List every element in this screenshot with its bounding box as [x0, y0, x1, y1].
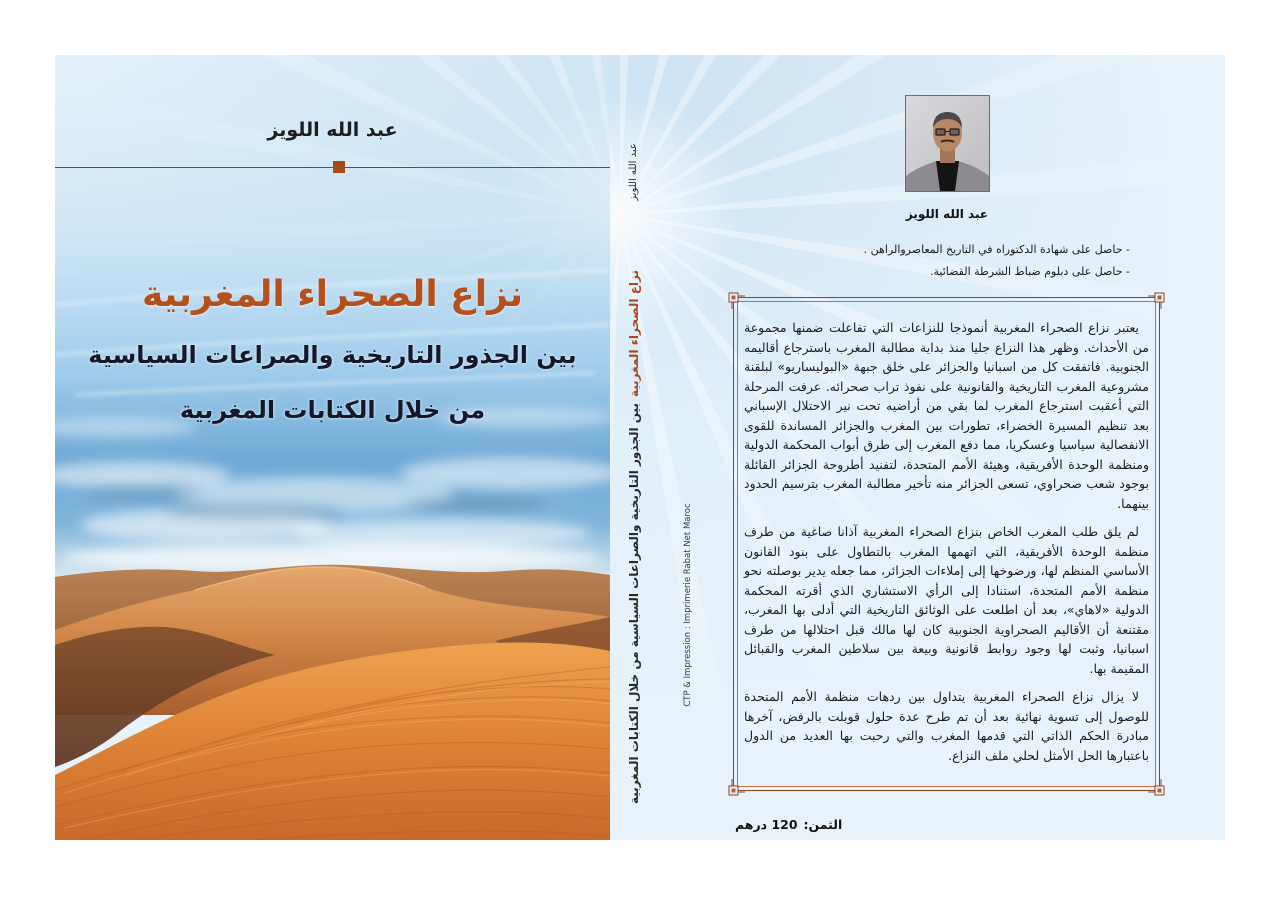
synopsis-paragraph: يعتبر نزاع الصحراء المغربية أنموذجا للنزاعات التي تفاعلت ضمنها مجموعة من الأحداث. وظهر هذا النزاع جليا منذ بداية مطالبة المغرب باسترجاع أقاليمه الجنوبية. فاتفقت كل من اسبانيا والجزائر على خلق جبهة «البوليساريو» لبلقنة مشروعية المغرب التاريخية والقانونية على نفوذ تراب صحرائه. عرفت المرحلة التي أعقبت استرجاع المغرب لما بقي من أراضيه تحت نير الاحتلال الإسباني بعد تنظيم المسيرة الخضراء، تطورات بين المغرب والجزائر المساندة للقوى الانفصالية سياسيا وعسكريا، مما دفع المغرب إلى طرق أبواب المحكمة الدولية ومنظمة الوحدة الأفريقية، وهيئة الأمم المتحدة، لتفنيد أطروحة الجزائر القائلة بوجود شعب صحراوي، تسعى الجزائر منه تأخير مطالبة المغرب بترسيم الحدود بينهما.	[744, 320, 1149, 511]
frame-corner-ornament	[1147, 778, 1165, 796]
book-title: نزاع الصحراء المغربية	[141, 274, 524, 315]
spine-author-name: عبد الله اللويز	[628, 143, 639, 201]
ornamental-frame	[733, 297, 1160, 791]
book-cover-spread	[55, 55, 1225, 840]
price-value: 120 درهم	[735, 817, 798, 832]
book-subtitle-line-1: بين الجذور التاريخية والصراعات السياسية	[88, 341, 577, 369]
price-label: الثمن:	[803, 817, 843, 832]
price-tag	[733, 817, 1160, 832]
frame-corner-ornament	[1147, 292, 1165, 310]
printer-credit: CTP & Impression : Imprimerie Rabat Net Maroc	[682, 503, 693, 707]
credential-item: - حاصل على دبلوم ضباط الشرطة القضائية.	[929, 265, 1130, 278]
frame-corner-ornament	[728, 292, 746, 310]
synopsis-text	[737, 301, 1156, 787]
frame-corner-ornament	[728, 778, 746, 796]
spine-title	[627, 270, 641, 804]
author-photo	[905, 95, 990, 192]
synopsis-paragraph: لم يلق طلب المغرب الخاص بنزاع الصحراء المغربية آذانا صاغية من طرف منظمة الوحدة الأفريقية، التي اتهمها المغرب بالتطاول على بنود القانون الأساسي المنظم لها، ورضوخها إلى إملاءات الجزائر، مما جعله يدير بوصلته نحو منظمة الأمم المتحدة، استنادا إلى الرأي الاستشاري الذي أقرته المحكمة الدولية «لاهاي»، بعد أن اطلعت على الوثائق التاريخية التي أدلى بها المغرب، مقتنعة أن الأقاليم الصحراوية الجنوبية كان لها مالك قبل احتلالها من طرف اسبانيا، وثبت لها وجود روابط قانونية وبيعة بين سلاطين المغرب والقبائل المقيمة بها.	[744, 524, 1149, 676]
book-subtitle-line-2: من خلال الكتابات المغربية	[179, 396, 486, 424]
synopsis-paragraph: لا يزال نزاع الصحراء المغربية يتداول بين ردهات منظمة الأمم المتحدة للوصول إلى تسوية نهائية بعد أن تم طرح عدة حلول قوبلت بالرفض، آخرها مبادرة الحكم الذاتي التي قدمها المغرب والتي رحبت بها العديد من الدول باعتبارها الحل الأمثل لحلي ملف النزاع.	[744, 689, 1149, 763]
spine-title-subtitle: بين الجذور التاريخية والصراعات السياسية من خلال الكتابات المغربية	[626, 403, 641, 804]
credential-item: - حاصل على شهادة الدكتوراه في التاريخ المعاصروالراهن .	[863, 243, 1130, 256]
front-author-name: عبد الله اللويز	[267, 119, 398, 141]
spine-title-main: نزاع الصحراء المغربية	[626, 270, 641, 398]
synopsis-block	[733, 297, 1160, 832]
divider-square-ornament	[333, 161, 345, 173]
back-author-name: عبد الله اللويز	[905, 207, 989, 221]
front-cover	[55, 55, 610, 840]
author-credentials	[770, 239, 1130, 283]
